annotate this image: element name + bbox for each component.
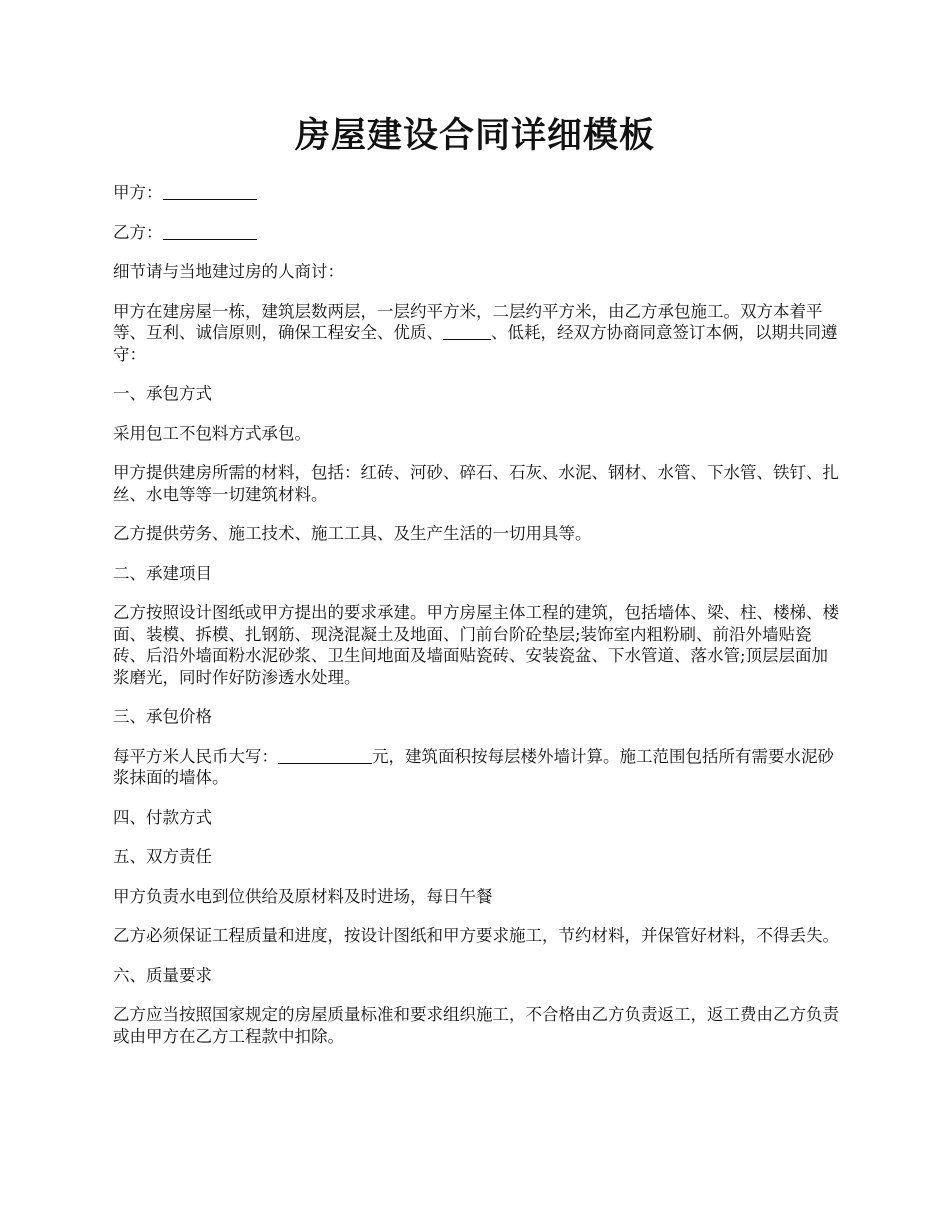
- section-2-heading: 二、承建项目: [113, 563, 212, 583]
- document-title: 房屋建设合同详细模板: [294, 115, 655, 156]
- party-b-blank: [163, 222, 257, 240]
- party-a-blank: [163, 183, 257, 201]
- note-paragraph: 细节请与当地建过房的人商讨：: [113, 262, 344, 281]
- section-6-heading: 六、质量要求: [113, 965, 212, 985]
- section-1-paragraph-3: 乙方提供劳务、施工技术、施工工具、及生产生活的一切用具等。: [113, 524, 592, 543]
- party-b-line: [113, 222, 843, 244]
- intro-text-part2: 、低耗，经双方协商同意签订本俩，以期共同遵守：: [113, 323, 838, 364]
- section-3-paragraph-1: [113, 746, 843, 789]
- price-blank: [278, 746, 372, 764]
- section-4-heading: 四、付款方式: [113, 807, 212, 827]
- section-5-paragraph-2: 乙方必须保证工程质量和进度，按设计图纸和甲方要求施工，节约材料，并保管好材料，不得丢失。: [113, 926, 839, 945]
- party-b-label: 乙方：: [113, 222, 163, 242]
- price-text-part1: 每平方米人民币大写：: [113, 746, 278, 766]
- document-body: [113, 182, 843, 1065]
- section-5-paragraph-1: 甲方负责水电到位供给及原材料及时进场，每日午餐: [113, 886, 493, 906]
- intro-paragraph: [113, 301, 843, 366]
- intro-text-part1: 甲方在建房屋一栋，建筑层数两层，一层约平方米，二层约平方米，由乙方承包施工。双方本着平等、互利、诚信原则，确保工程安全、优质、: [113, 301, 823, 342]
- section-6-paragraph-1: 乙方应当按照国家规定的房屋质量标准和要求组织施工，不合格由乙方负责返工，返工费由乙方负责或由甲方在乙方工程款中扣除。: [113, 1005, 839, 1046]
- intro-blank: [443, 323, 491, 341]
- party-a-line: [113, 182, 843, 204]
- price-text-part2: 元，建筑面积按每层楼外墙计算。施工范围包括所有需要水泥砂浆抹面的墙体。: [113, 746, 834, 787]
- section-2-paragraph-1: 乙方按照设计图纸或甲方提出的要求承建。甲方房屋主体工程的建筑，包括墙体、梁、柱、楼梯、楼面、装模、拆模、扎钢筋、现浇混凝土及地面、门前台阶砼垫层;装饰室内粗粉刷、前沿外墙贴瓷砖、后沿外墙面粉水泥砂浆、卫生间地面及墙面贴瓷砖、安装瓷盆、下水管道、落水管;顶层层面加浆磨光，同时作好防渗透水处理。: [113, 603, 839, 687]
- party-a-label: 甲方：: [113, 183, 163, 202]
- section-1-heading: 一、承包方式: [113, 384, 212, 403]
- section-3-heading: 三、承包价格: [113, 707, 212, 726]
- section-1-paragraph-1: 采用包工不包料方式承包。: [113, 423, 311, 443]
- section-5-heading: 五、双方责任: [113, 847, 212, 866]
- section-1-paragraph-2: 甲方提供建房所需的材料，包括：红砖、河砂、碎石、石灰、水泥、钢材、水管、下水管、铁钉、扎丝、水电等等一切建筑材料。: [113, 463, 839, 504]
